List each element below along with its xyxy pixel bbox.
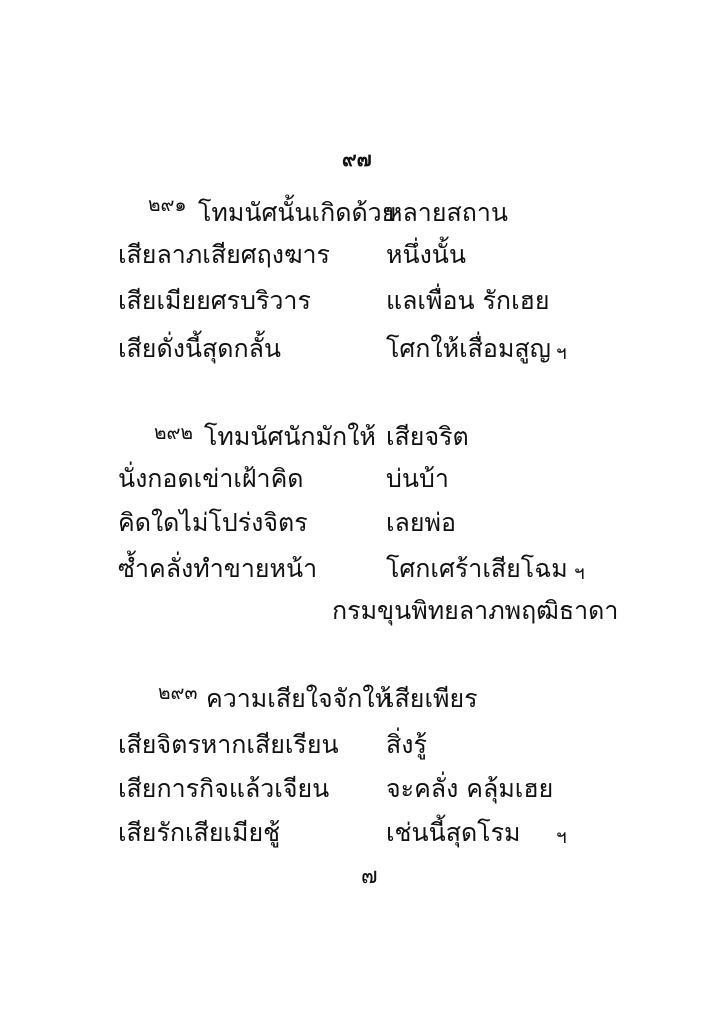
verse-line-3-right: แลเพื่อน รักเฮย [386, 286, 550, 315]
verse-line-2-right: สิ่งรู้ [386, 730, 427, 759]
verse-line-4-left: เสียรักเสียเมียชู้ [118, 818, 281, 847]
verse-line-1-left: โทมนัศนั้นเกิดด้วย [198, 198, 397, 227]
verse-line-1-right: เสียเพียร [386, 684, 478, 713]
verse-line-2-left: เสียจิตรหากเสียเรียน [118, 730, 339, 759]
verse-line-4-right: โศกเศร้าเสียโฉม [386, 554, 568, 583]
author-attribution: กรมขุนพิทยลาภพฤฒิธาดา [332, 596, 619, 625]
repeat-mark: ฯ [556, 826, 567, 848]
verse-line-2-right: หนึ่งนั้น [386, 240, 466, 269]
verse-line-1-right: เสียจริต [386, 422, 469, 451]
verse-line-2-left: นั่งกอดเข่าเฝ้าคิด [118, 464, 304, 493]
verse-line-1-left: โทมนัศนักมักให้ [204, 422, 376, 451]
verse-line-4-right: เช่นนี้สุดโรม [386, 818, 521, 847]
verse-line-3-right: จะคลั่ง คลุ้มเฮย [386, 774, 554, 803]
verse-line-3-left: เสียเมียยศรบริวาร [118, 286, 311, 315]
stanza-number: ๒๙๑ [148, 194, 187, 216]
verse-line-1-right: หลายสถาน [386, 198, 509, 227]
verse-line-2-left: เสียลาภเสียศฤงฆาร [118, 240, 330, 269]
repeat-mark: ฯ [556, 342, 567, 364]
verse-line-4-right: โศกให้เสื่อมสูญ [386, 334, 551, 363]
page-number-bottom: ๗ [361, 864, 378, 889]
stanza-number: ๒๙๒ [154, 422, 193, 444]
verse-line-3-right: เลยพ่อ [386, 508, 457, 537]
verse-line-3-left: เสียการกิจแล้วเจียน [118, 774, 330, 803]
verse-line-4-left: ซ้ำคลั่งทำขายหน้า [118, 554, 318, 583]
page-number-top: ๙๗ [342, 147, 372, 171]
verse-line-2-right: บ่นบ้า [386, 464, 449, 493]
verse-line-4-left: เสียดั่งนี้สุดกลั้น [118, 334, 282, 363]
verse-line-1-left: ความเสียใจจักให้ [206, 684, 392, 713]
stanza-number: ๒๙๓ [158, 682, 198, 704]
repeat-mark: ฯ [574, 562, 585, 584]
verse-line-3-left: คิดใดไม่โปร่งจิตร [118, 508, 308, 537]
